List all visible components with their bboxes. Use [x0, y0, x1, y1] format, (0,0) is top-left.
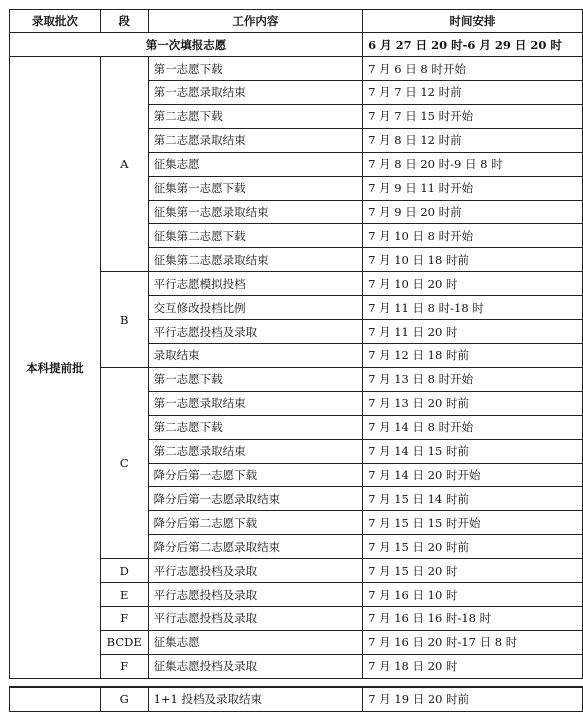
batch-name: 本科提前批	[10, 57, 101, 679]
time-arrangement: 7 月 10 日 18 时前	[363, 248, 583, 272]
work-content: 征集第二志愿下载	[148, 224, 362, 248]
work-content: 降分后第二志愿录取结束	[148, 535, 362, 559]
time-arrangement: 7 月 8 日 20 时-9 日 8 时	[363, 152, 583, 176]
segment-code: A	[100, 57, 148, 272]
work-content: 交互修改投档比例	[148, 296, 362, 320]
time-arrangement: 7 月 15 日 20 时	[363, 559, 583, 583]
work-content: 降分后第一志愿下载	[148, 463, 362, 487]
table-row	[10, 57, 583, 81]
time-arrangement: 7 月 7 日 15 时开始	[363, 104, 583, 128]
time-arrangement: 7 月 14 日 15 时前	[363, 439, 583, 463]
segment-code: F	[100, 654, 148, 678]
time-arrangement: 7 月 19 日 20 时前	[363, 687, 583, 711]
header-work: 工作内容	[148, 10, 362, 33]
work-content: 平行志愿投档及录取	[148, 583, 362, 607]
work-content: 录取结束	[148, 344, 362, 368]
time-arrangement: 7 月 10 日 8 时开始	[363, 224, 583, 248]
time-arrangement: 7 月 13 日 20 时前	[363, 391, 583, 415]
time-arrangement: 7 月 14 日 8 时开始	[363, 415, 583, 439]
work-content: 1+1 投档及录取结束	[148, 687, 363, 711]
segment-code: G	[100, 687, 148, 711]
header-batch: 录取批次	[10, 10, 101, 33]
segment-code: D	[100, 559, 148, 583]
time-arrangement: 7 月 18 日 20 时	[363, 654, 583, 678]
page-break-gap	[0, 679, 583, 686]
first-fill-label: 第一次填报志愿	[10, 33, 363, 57]
work-content: 平行志愿投档及录取	[148, 559, 362, 583]
time-arrangement: 7 月 9 日 11 时开始	[363, 176, 583, 200]
first-fill-row	[10, 33, 583, 57]
header-row	[10, 10, 583, 33]
time-arrangement: 7 月 15 日 15 时开始	[363, 511, 583, 535]
header-time: 时间安排	[363, 10, 583, 33]
continuation-table	[9, 686, 583, 712]
work-content: 第二志愿录取结束	[148, 128, 362, 152]
time-arrangement: 7 月 16 日 16 时-18 时	[363, 606, 583, 630]
work-content: 平行志愿投档及录取	[148, 606, 362, 630]
time-arrangement: 7 月 8 日 12 时前	[363, 128, 583, 152]
time-arrangement: 7 月 13 日 8 时开始	[363, 367, 583, 391]
time-arrangement: 7 月 15 日 20 时前	[363, 535, 583, 559]
segment-code: B	[100, 272, 148, 368]
header-segment: 段	[100, 10, 148, 33]
batch-cell-empty	[10, 687, 101, 711]
time-arrangement: 7 月 14 日 20 时开始	[363, 463, 583, 487]
time-arrangement: 7 月 10 日 20 时	[363, 272, 583, 296]
time-arrangement: 7 月 9 日 20 时前	[363, 200, 583, 224]
work-content: 第二志愿下载	[148, 104, 362, 128]
work-content: 第二志愿录取结束	[148, 439, 362, 463]
work-content: 降分后第二志愿下载	[148, 511, 362, 535]
work-content: 征集志愿投档及录取	[148, 654, 362, 678]
time-arrangement: 7 月 15 日 14 时前	[363, 487, 583, 511]
segment-code: BCDE	[100, 630, 148, 654]
work-content: 征集第一志愿录取结束	[148, 200, 362, 224]
work-content: 征集志愿	[148, 630, 362, 654]
work-content: 降分后第一志愿录取结束	[148, 487, 362, 511]
segment-code: C	[100, 367, 148, 558]
work-content: 第一志愿下载	[148, 57, 362, 81]
work-content: 征集志愿	[148, 152, 362, 176]
table-row	[10, 687, 583, 711]
segment-code: F	[100, 606, 148, 630]
time-arrangement: 7 月 6 日 8 时开始	[363, 57, 583, 81]
time-arrangement: 7 月 11 日 20 时	[363, 320, 583, 344]
work-content: 第一志愿下载	[148, 367, 362, 391]
time-arrangement: 7 月 16 日 20 时-17 日 8 时	[363, 630, 583, 654]
work-content: 第一志愿录取结束	[148, 81, 362, 105]
first-fill-time: 6 月 27 日 20 时-6 月 29 日 20 时	[363, 33, 583, 57]
work-content: 第二志愿下载	[148, 415, 362, 439]
time-arrangement: 7 月 7 日 12 时前	[363, 81, 583, 105]
schedule-table	[9, 9, 583, 679]
work-content: 平行志愿投档及录取	[148, 320, 362, 344]
time-arrangement: 7 月 16 日 10 时	[363, 583, 583, 607]
segment-code: E	[100, 583, 148, 607]
time-arrangement: 7 月 12 日 18 时前	[363, 344, 583, 368]
work-content: 平行志愿模拟投档	[148, 272, 362, 296]
work-content: 第一志愿录取结束	[148, 391, 362, 415]
work-content: 征集第二志愿录取结束	[148, 248, 362, 272]
time-arrangement: 7 月 11 日 8 时-18 时	[363, 296, 583, 320]
work-content: 征集第一志愿下载	[148, 176, 362, 200]
